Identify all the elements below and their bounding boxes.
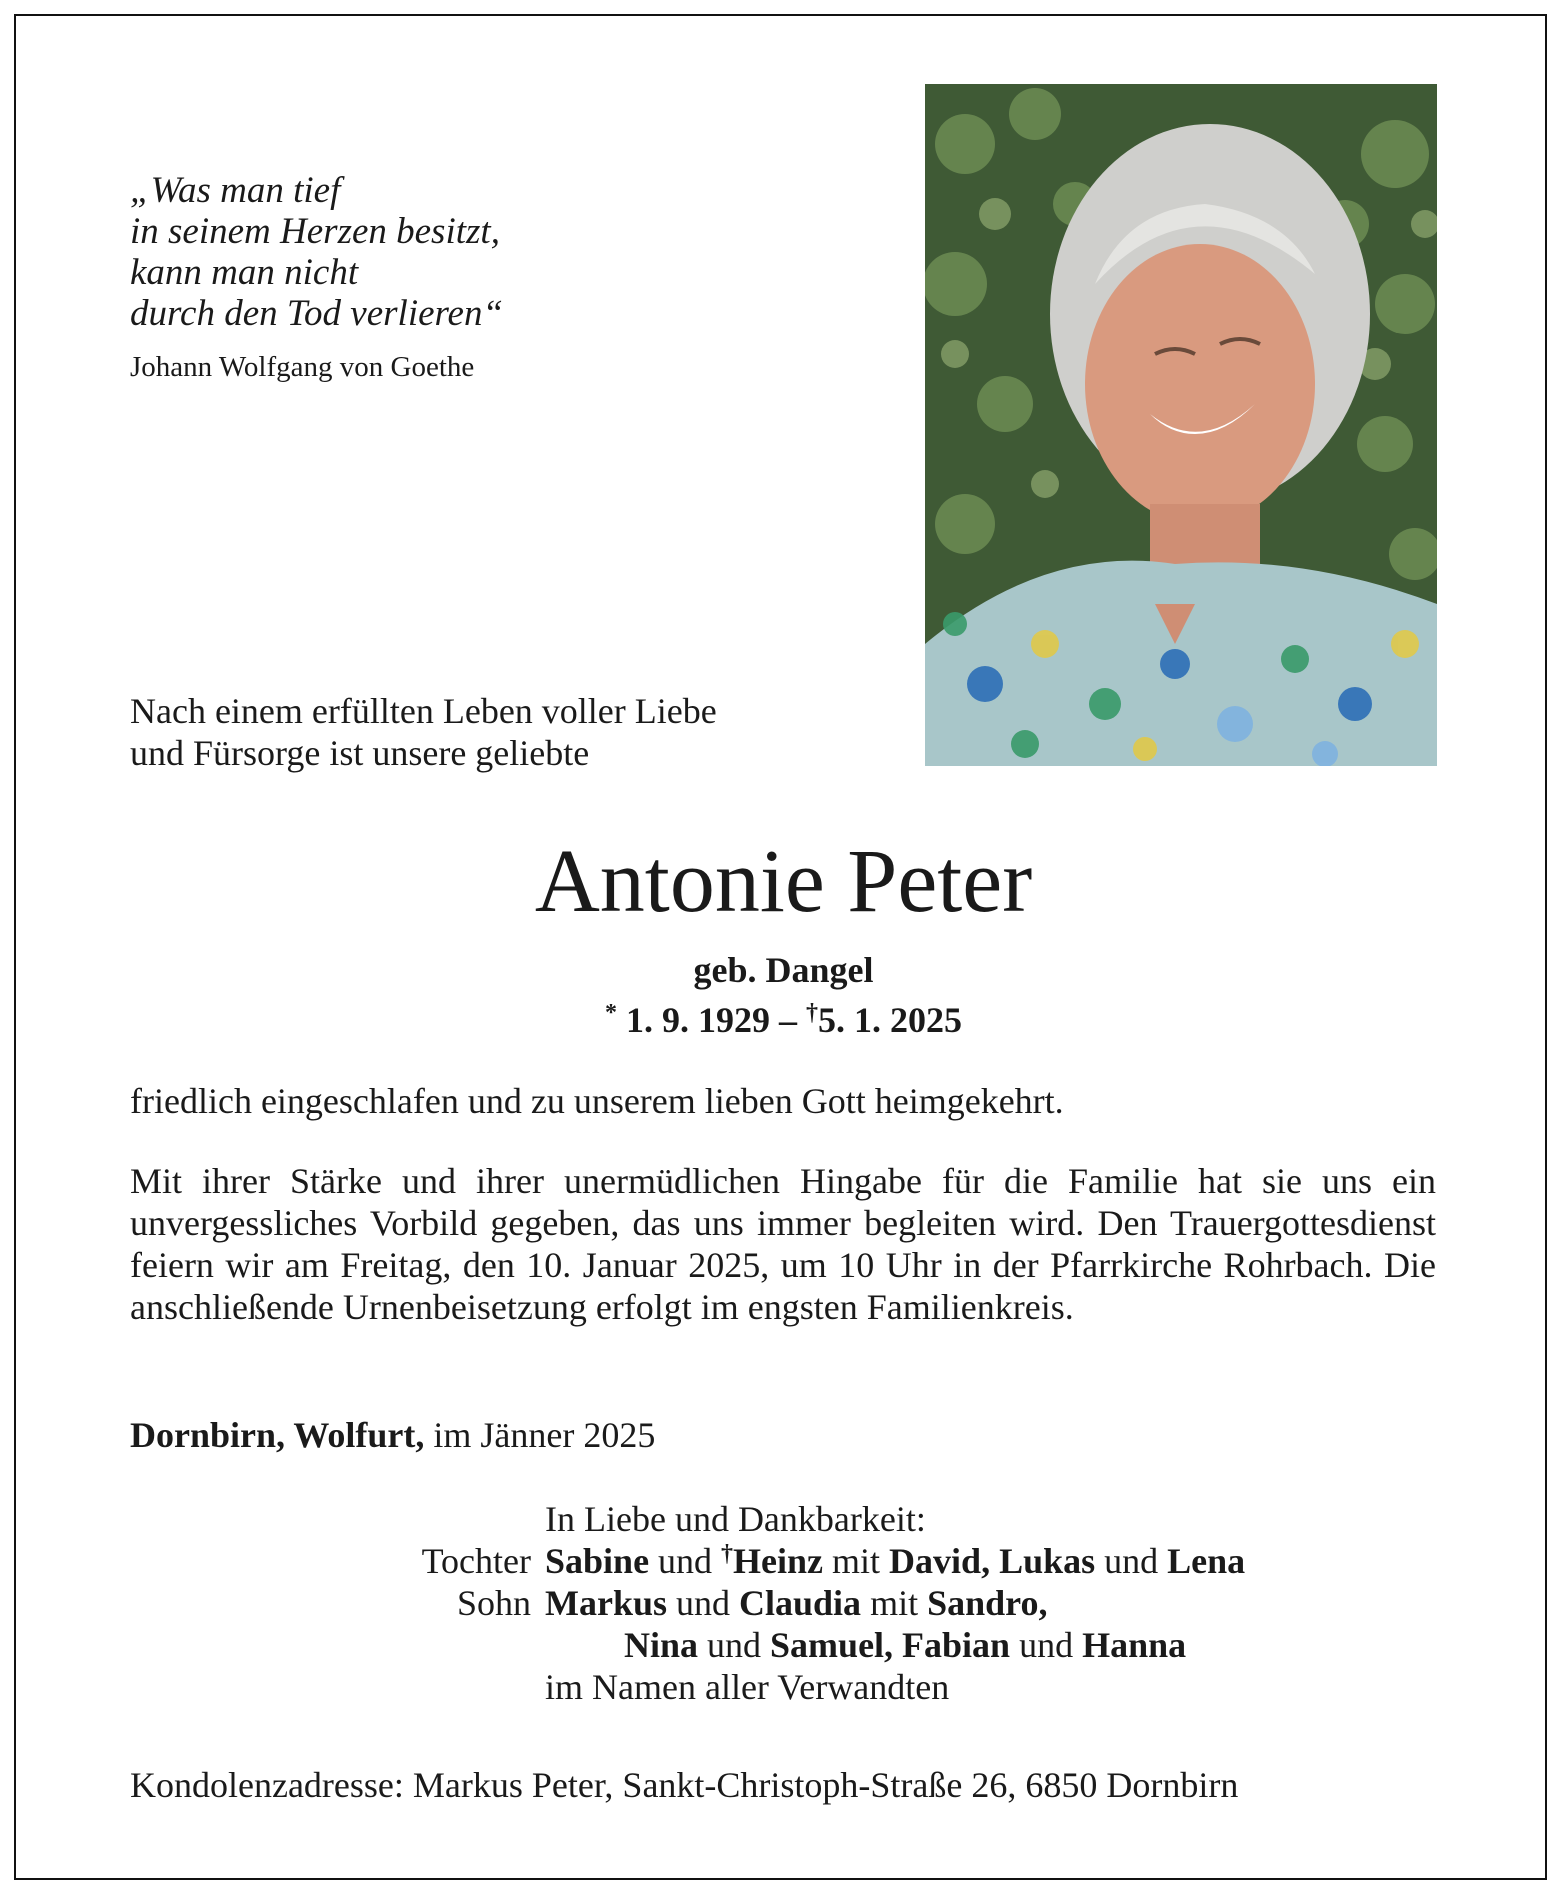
relative-name: Hanna xyxy=(1082,1625,1187,1665)
death-date: 5. 1. 2025 xyxy=(818,1000,962,1040)
condolence-address: Kondolenzadresse: Markus Peter, Sankt-Christoph-Straße 26, 6850 Dornbirn xyxy=(130,1765,1239,1805)
quote-author: Johann Wolfgang von Goethe xyxy=(130,351,475,383)
relative-name: Samuel, Fabian xyxy=(770,1625,1011,1665)
relative-name: Markus xyxy=(545,1583,668,1623)
birth-date: 1. 9. 1929 xyxy=(626,1000,770,1040)
place-date xyxy=(130,1414,655,1456)
portrait-photo xyxy=(925,84,1437,766)
relative-name: Lena xyxy=(1167,1541,1246,1581)
connector: mit xyxy=(861,1583,928,1623)
date-dash: – xyxy=(779,1000,797,1040)
intro-text xyxy=(130,690,717,774)
family-row-2 xyxy=(545,1582,1047,1624)
relative-name: Heinz xyxy=(733,1541,824,1581)
quote-line: in seinem Herzen besitzt, xyxy=(130,211,500,252)
place-names: Dornbirn, Wolfurt, xyxy=(130,1415,425,1455)
relative-name: David, Lukas xyxy=(889,1541,1096,1581)
quote-line: kann man nicht xyxy=(130,252,359,293)
label-tochter: Tochter xyxy=(421,1541,531,1581)
relative-name: Sabine xyxy=(545,1541,650,1581)
intro-line: Nach einem erfüllten Leben voller Liebe xyxy=(130,691,717,731)
family-row-4: im Namen aller Verwandten xyxy=(545,1667,950,1707)
connector: und xyxy=(698,1625,771,1665)
relative-name: Claudia xyxy=(739,1583,862,1623)
family-row-3 xyxy=(624,1624,1186,1666)
place-date-text: im Jänner 2025 xyxy=(424,1415,656,1455)
deceased-name: Antonie Peter xyxy=(534,832,1033,931)
goethe-quote xyxy=(130,170,503,334)
connector: und xyxy=(667,1583,740,1623)
body-paragraph: Mit ihrer Stärke und ihrer unermüdlichen Hingabe für die Familie hat sie uns ein unvergessliches Vorbild gegeben, das uns immer begleiten wird. Den Trauergottesdienst feiern wir am Freitag, den 10. Januar 2025, um 10 Uhr in der Pfarrkirche Rohrbach. Die anschließende Urnenbeisetzung erfolgt im engsten Familienkreis. xyxy=(130,1161,1436,1327)
label-sohn: Sohn xyxy=(456,1583,531,1623)
connector: und xyxy=(1010,1625,1083,1665)
maiden-name: geb. Dangel xyxy=(693,950,874,990)
connector: mit xyxy=(823,1541,890,1581)
cross-symbol: † xyxy=(721,1541,734,1567)
death-symbol: † xyxy=(806,1000,818,1026)
thanks-line: In Liebe und Dankbarkeit: xyxy=(545,1499,926,1539)
connector: und xyxy=(1095,1541,1168,1581)
connector: und xyxy=(649,1541,722,1581)
quote-line: durch den Tod verlieren“ xyxy=(130,293,504,334)
quote-line: „Was man tief xyxy=(130,170,341,211)
life-dates xyxy=(0,993,1567,1040)
relative-name: Nina xyxy=(624,1625,699,1665)
relative-name: Sandro, xyxy=(927,1583,1048,1623)
passing-sentence: friedlich eingeschlafen und zu unserem lieben Gott heimgekehrt. xyxy=(130,1081,1064,1121)
birth-symbol: * xyxy=(605,1000,617,1026)
intro-line: und Fürsorge ist unsere geliebte xyxy=(130,733,590,773)
family-row-1 xyxy=(545,1540,1245,1582)
